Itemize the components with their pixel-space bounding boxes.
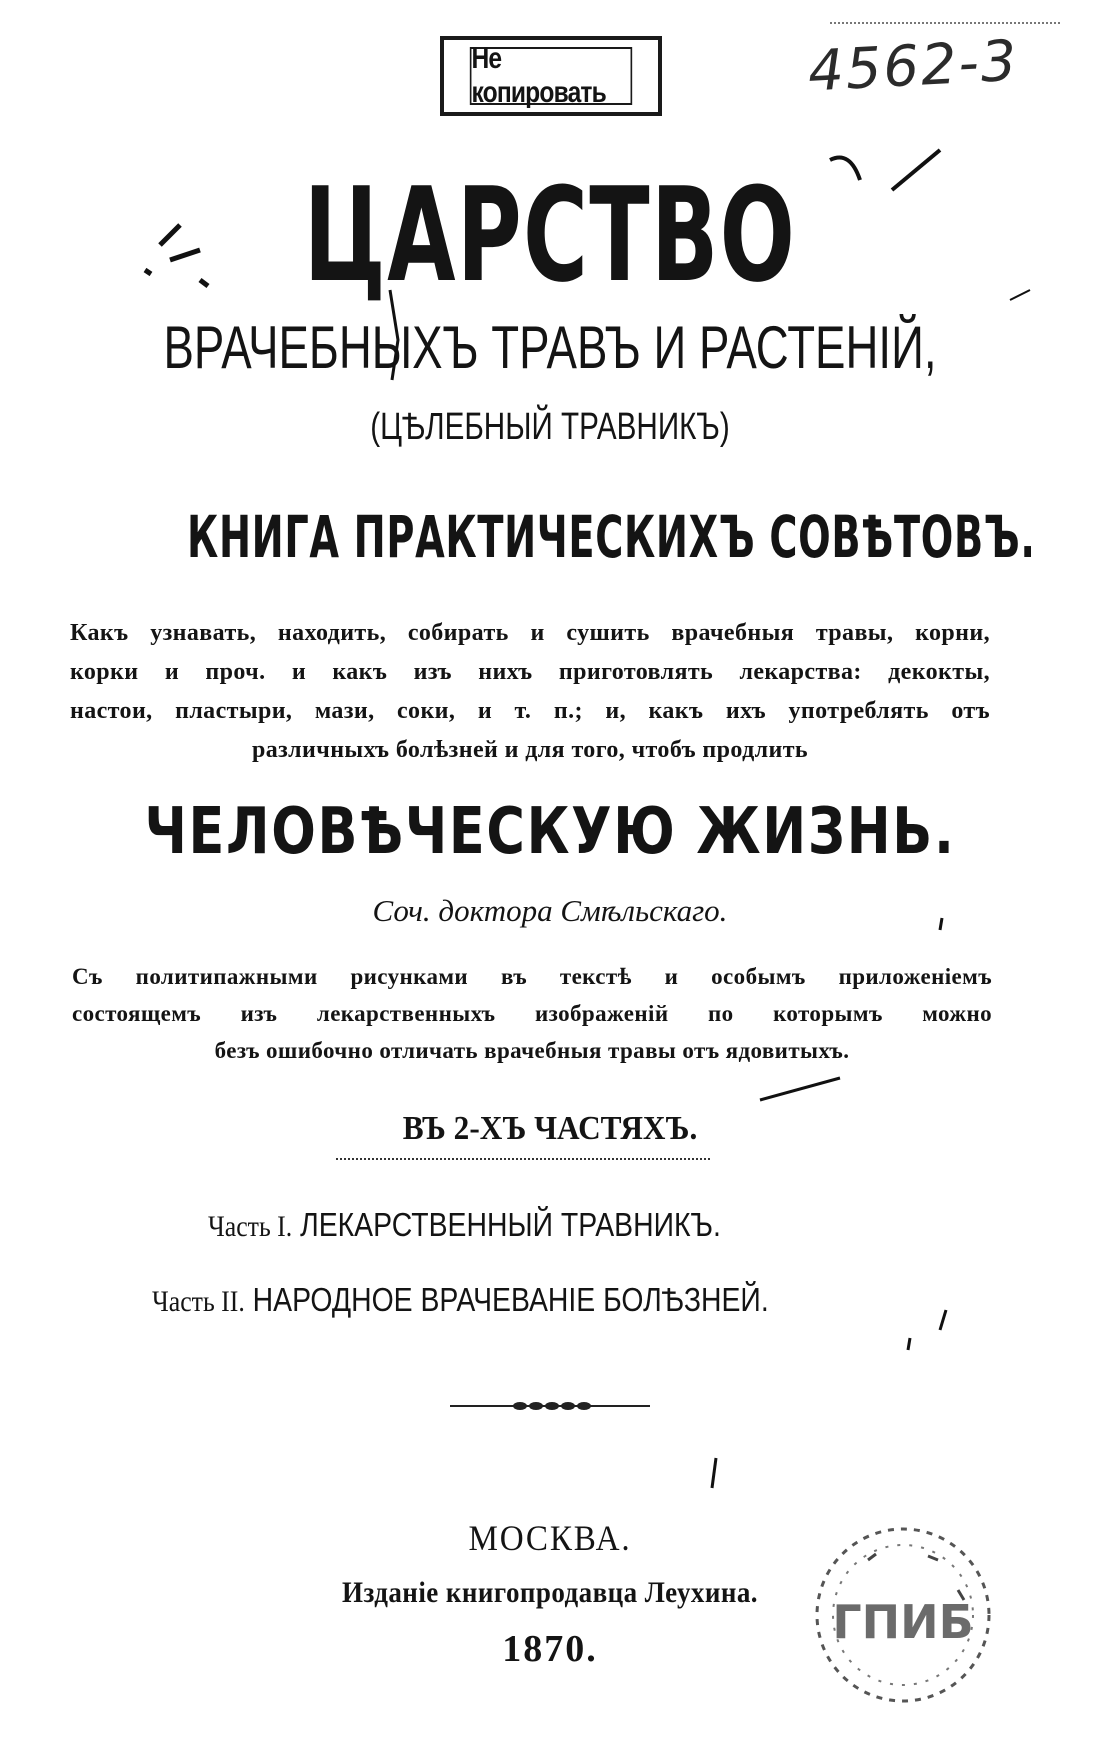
description-line: различныхъ болѣзней и для того, чтобъ продлить	[251, 737, 809, 763]
parenthetical-title: (ЦѢЛЕБНЫЙ ТРАВНИКЪ)	[370, 406, 730, 448]
main-title: ЦАРСТВО	[303, 159, 797, 311]
book-title: КНИГА ПРАКТИЧЕСКИХЪ СОВѢТОВЪ.	[187, 503, 1036, 571]
publication-city: МОСКВА.	[468, 1518, 632, 1558]
part-two	[152, 1283, 769, 1317]
author-line: Соч. доктора Смѣльскаго.	[372, 893, 728, 928]
publication-year: 1870.	[502, 1628, 598, 1670]
part-one	[208, 1208, 721, 1242]
ornament-divider	[450, 1398, 650, 1414]
illustrations-line: Съ политипажными рисунками въ текстѣ и особымъ приложеніемъ	[72, 964, 992, 989]
stamp-text: Не копировать	[470, 47, 632, 105]
seal-text: ГПИБ	[832, 1595, 974, 1649]
copy-restriction-stamp	[440, 36, 662, 116]
parts-heading: ВЪ 2-ХЪ ЧАСТЯХЪ.	[402, 1110, 698, 1147]
description-line: корки и проч. и какъ изъ нихъ приготовлять лекарства: декокты,	[70, 659, 990, 685]
illustrations-paragraph	[72, 958, 992, 1069]
library-seal-stamp	[808, 1520, 998, 1710]
part-label: Часть II.	[152, 1285, 245, 1318]
part-label: Часть I.	[208, 1210, 293, 1243]
publisher-line: Изданіе книгопродавца Леухина.	[341, 1576, 759, 1609]
illustrations-line: безъ ошибочно отличать врачебныя травы отъ ядовитыхъ.	[214, 1038, 850, 1063]
description-line: настои, пластыри, мази, соки, и т. п.; и, какъ ихъ употреблять отъ	[70, 698, 990, 724]
shelfmark-dotted-line	[830, 22, 1060, 24]
subtitle: ВРАЧЕБНЫХЪ ТРАВЪ И РАСТЕНІЙ,	[163, 314, 937, 381]
illustrations-line: состоящемъ изъ лекарственныхъ изображеній по которымъ можно	[72, 1001, 992, 1026]
description-paragraph	[70, 614, 990, 770]
shelfmark: 4562-3	[806, 28, 1020, 105]
parts-underline	[336, 1158, 710, 1160]
part-title: НАРОДНОЕ ВРАЧЕВАНІЕ БОЛѢЗНЕЙ.	[252, 1281, 769, 1318]
life-title: ЧЕЛОВѢЧЕСКУЮ ЖИЗНЬ.	[144, 795, 956, 869]
description-line: Какъ узнавать, находить, собирать и сушить врачебныя травы, корни,	[70, 620, 990, 646]
part-title: ЛЕКАРСТВЕННЫЙ ТРАВНИКЪ.	[300, 1206, 721, 1243]
